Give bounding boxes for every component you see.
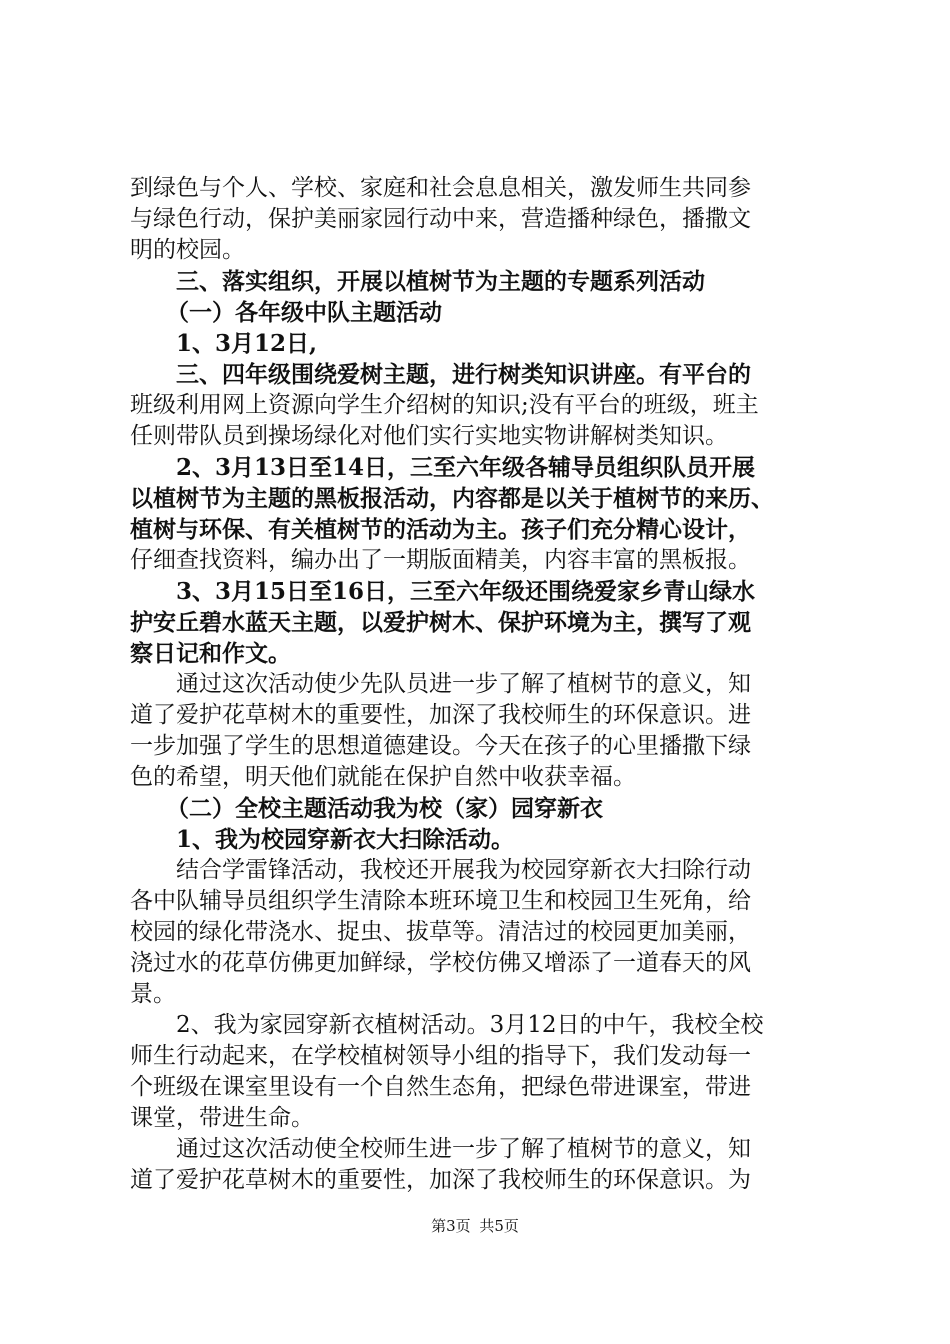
text-line: 仔细查找资料，编办出了一期版面精美，内容丰富的黑板报。 <box>130 547 751 573</box>
text-line: 到绿色与个人、学校、家庭和社会息息相关，激发师生共同参 <box>130 175 751 201</box>
text-line: 护安丘碧水蓝天主题，以爱护树木、保护环境为主，撰写了观 <box>130 609 751 636</box>
text-line: 通过这次活动使少先队员进一步了解了植树节的意义，知 <box>176 671 751 697</box>
page-footer <box>0 1215 950 1236</box>
text-line: 2、我为家园穿新衣植树活动。3月12日的中午，我校全校 <box>176 1012 764 1038</box>
text-line: 一步加强了学生的思想道德建设。今天在孩子的心里播撒下绿 <box>130 733 751 759</box>
text-line: 三、四年级围绕爱树主题，进行树类知识讲座。有平台的 <box>176 361 751 388</box>
text-line: 道了爱护花草树木的重要性，加深了我校师生的环保意识。进 <box>130 702 751 728</box>
text-line: 2、3月13日至14日，三至六年级各辅导员组织队员开展 <box>176 454 756 481</box>
page-number: 第3页 <box>431 1217 471 1235</box>
text-line: 1、3月12日, <box>176 330 318 357</box>
text-line: 班级利用网上资源向学生介绍树的知识;没有平台的班级，班主 <box>130 392 759 418</box>
text-line: 与绿色行动，保护美丽家园行动中来，营造播种绿色，播撒文 <box>130 206 751 232</box>
text-line: 3、3月15日至16日，三至六年级还围绕爱家乡青山绿水 <box>176 578 756 605</box>
document-body <box>130 173 835 1196</box>
text-line: 以植树节为主题的黑板报活动，内容都是以关于植树节的来历、 <box>130 485 774 512</box>
text-line: 通过这次活动使全校师生进一步了解了植树节的意义，知 <box>176 1136 751 1162</box>
text-line: 校园的绿化带浇水、捉虫、拔草等。清洁过的校园更加美丽， <box>130 919 751 945</box>
page-total: 共5页 <box>479 1217 519 1235</box>
text-line: 植树与环保、有关植树节的活动为主。孩子们充分精心设计， <box>130 516 751 543</box>
text-line: 师生行动起来，在学校植树领导小组的指导下，我们发动每一 <box>130 1043 751 1069</box>
text-line: 课堂，带进生命。 <box>130 1105 314 1131</box>
text-line: 1、我为校园穿新衣大扫除活动。 <box>176 826 515 853</box>
text-line: 任则带队员到操场绿化对他们实行实地实物讲解树类知识。 <box>130 423 728 449</box>
text-line: 浇过水的花草仿佛更加鲜绿，学校仿佛又增添了一道春天的风 <box>130 950 751 976</box>
text-line: 道了爱护花草树木的重要性，加深了我校师生的环保意识。为 <box>130 1167 751 1193</box>
text-line: 明的校园。 <box>130 237 245 263</box>
text-line: 三、落实组织，开展以植树节为主题的专题系列活动 <box>176 268 705 295</box>
text-line: 各中队辅导员组织学生清除本班环境卫生和校园卫生死角，给 <box>130 888 751 914</box>
text-line: 察日记和作文。 <box>130 640 291 667</box>
text-line: 个班级在课室里设有一个自然生态角，把绿色带进课室，带进 <box>130 1074 751 1100</box>
text-line: （一）各年级中队主题活动 <box>166 299 442 326</box>
text-line: （二）全校主题活动我为校（家）园穿新衣 <box>166 795 603 822</box>
text-line: 结合学雷锋活动，我校还开展我为校园穿新衣大扫除行动 <box>176 857 751 883</box>
text-line: 景。 <box>130 981 176 1007</box>
text-line: 色的希望，明天他们就能在保护自然中收获幸福。 <box>130 764 636 790</box>
